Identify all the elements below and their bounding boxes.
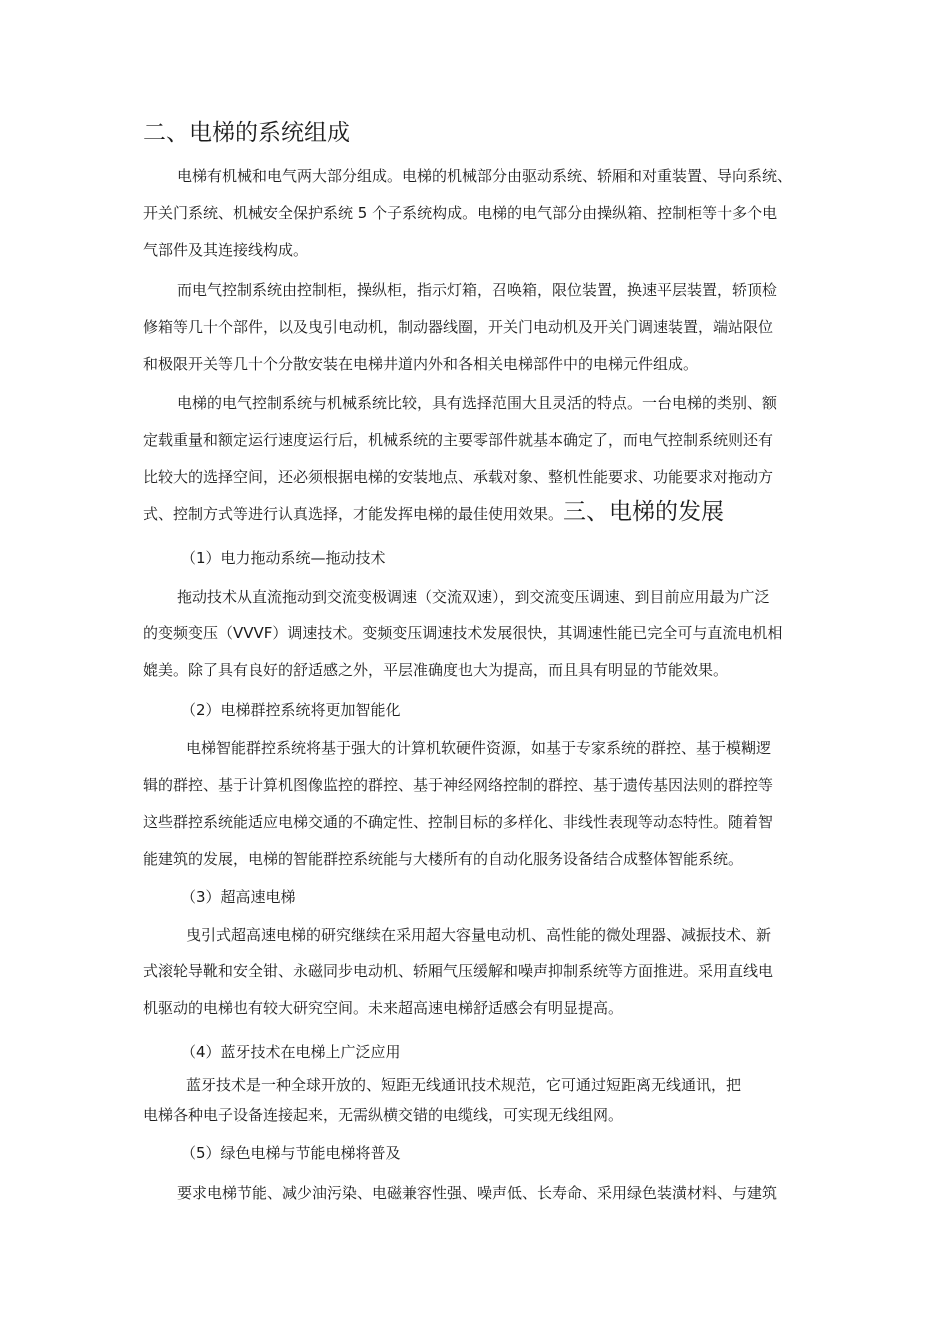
paragraph-line: 电梯的电气控制系统与机械系统比较，具有选择范围大且灵活的特点。一台电梯的类别、额 (177, 394, 778, 412)
paragraph-line: 定载重量和额定运行速度运行后，机械系统的主要零部件就基本确定了，而电气控制系统则还有 (143, 431, 774, 449)
item-title: （1）电力拖动系统—拖动技术 (181, 549, 386, 567)
item-title: （5）绿色电梯与节能电梯将普及 (181, 1144, 401, 1162)
paragraph-line: 而电气控制系统由控制柜，操纵柜，指示灯箱，召唤箱，限位装置，换速平层装置，轿顶检 (177, 281, 778, 299)
paragraph-line: 电梯有机械和电气两大部分组成。电梯的机械部分由驱动系统、轿厢和对重装置、导向系统、 (177, 167, 793, 185)
paragraph-line: 能建筑的发展，电梯的智能群控系统能与大楼所有的自动化服务设备结合成整体智能系统。 (143, 850, 744, 868)
paragraph-line: 式滚轮导靴和安全钳、永磁同步电动机、轿厢气压缓解和噪声抑制系统等方面推进。采用直线电 (143, 962, 774, 980)
section2-heading: 二、电梯的系统组成 (143, 120, 350, 146)
item-title: （3）超高速电梯 (181, 888, 296, 906)
paragraph-line: 开关门系统、机械安全保护系统 5 个子系统构成。电梯的电气部分由操纵箱、控制柜等十多个电 (143, 204, 778, 222)
paragraph-line: 和极限开关等几十个分散安装在电梯井道内外和各相关电梯部件中的电梯元件组成。 (143, 355, 699, 373)
paragraph-line-with-heading (143, 499, 725, 525)
paragraph-line: 机驱动的电梯也有较大研究空间。未来超高速电梯舒适感会有明显提高。 (143, 999, 624, 1017)
paragraph-line: 气部件及其连接线构成。 (143, 241, 309, 259)
item-title: （2）电梯群控系统将更加智能化 (181, 701, 401, 719)
paragraph-line: 曳引式超高速电梯的研究继续在采用超大容量电动机、高性能的微处理器、减振技术、新 (186, 926, 772, 944)
paragraph-line: 式、控制方式等进行认真选择，才能发挥电梯的最佳使用效果。 (143, 505, 564, 523)
paragraph-line: 比较大的选择空间，还必须根据电梯的安装地点、承载对象、整机性能要求、功能要求对拖动方 (143, 468, 774, 486)
paragraph-line: 这些群控系统能适应电梯交通的不确定性、控制目标的多样化、非线性表现等动态特性。随着智 (143, 813, 774, 831)
section3-heading: 三、电梯的发展 (563, 499, 725, 525)
paragraph-line: 辑的群控、基于计算机图像监控的群控、基于神经网络控制的群控、基于遗传基因法则的群控等 (143, 776, 774, 794)
paragraph-line: 蓝牙技术是一种全球开放的、短距无线通讯技术规范，它可通过短距离无线通讯，把 (186, 1076, 742, 1094)
item-title: （4）蓝牙技术在电梯上广泛应用 (181, 1043, 401, 1061)
paragraph-line: 的变频变压（VVVF）调速技术。变频变压调速技术发展很快，其调速性能已完全可与直流电机相 (143, 624, 783, 642)
paragraph-line: 媲美。除了具有良好的舒适感之外，平层准确度也大为提高，而且具有明显的节能效果。 (143, 661, 729, 679)
paragraph-line: 电梯各种电子设备连接起来，无需纵横交错的电缆线，可实现无线组网。 (143, 1106, 624, 1124)
paragraph-line: 电梯智能群控系统将基于强大的计算机软硬件资源，如基于专家系统的群控、基于模糊逻 (186, 739, 772, 757)
paragraph-line: 拖动技术从直流拖动到交流变极调速（交流双速），到交流变压调速、到目前应用最为广泛 (177, 588, 770, 606)
paragraph-line: 修箱等几十个部件，以及曳引电动机，制动器线圈，开关门电动机及开关门调速装置，端站限位 (143, 318, 774, 336)
paragraph-line: 要求电梯节能、减少油污染、电磁兼容性强、噪声低、长寿命、采用绿色装潢材料、与建筑 (177, 1184, 778, 1202)
